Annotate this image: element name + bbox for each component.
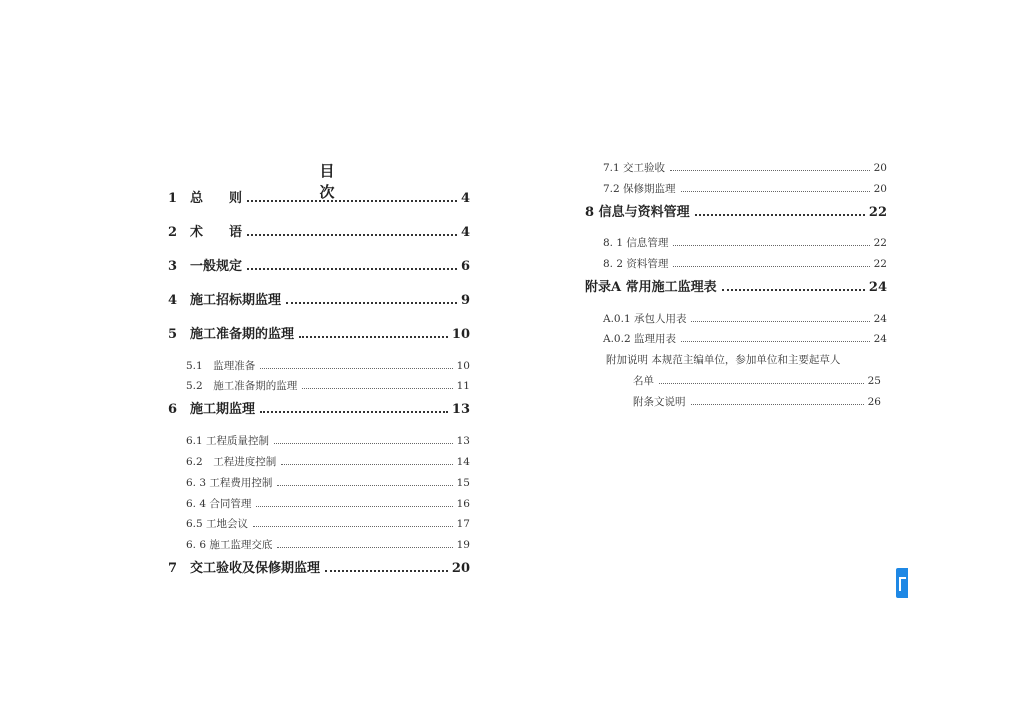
toc-page-number: 20 — [873, 183, 887, 195]
toc-entry-label: 附录A 常用施工监理表 — [585, 280, 717, 295]
toc-entry-6-2[interactable] — [186, 454, 470, 469]
dot-leader — [277, 547, 452, 548]
toc-page-number: 19 — [456, 539, 470, 551]
appendix-note-line: 附加说明 本规范主编单位，参加单位和主要起草人 — [606, 354, 841, 366]
toc-entry-6-4[interactable] — [186, 496, 470, 511]
toc-page-number: 10 — [451, 327, 470, 342]
dot-leader — [670, 170, 870, 171]
dot-leader — [722, 289, 865, 291]
toc-entry-a-0-1[interactable] — [603, 311, 887, 326]
toc-entry-label: 7 交工验收及保修期监理 — [168, 561, 321, 576]
dot-leader — [325, 570, 448, 572]
toc-entry-label: 6.2 工程进度控制 — [186, 456, 277, 468]
toc-page-number: 4 — [460, 225, 470, 240]
toc-entry-label: 5 施工准备期的监理 — [168, 327, 295, 342]
expand-icon — [899, 577, 906, 591]
toc-entry-appendix-a[interactable] — [585, 276, 887, 295]
toc-entry-commentary[interactable] — [633, 394, 881, 409]
toc-entry-7[interactable] — [168, 557, 470, 576]
toc-title: 目 次 — [319, 162, 362, 201]
toc-page-number: 26 — [867, 396, 881, 408]
toc-entry-5[interactable] — [168, 323, 470, 342]
toc-entry-8-2[interactable] — [603, 256, 887, 271]
dot-leader — [260, 411, 448, 413]
toc-entry-6[interactable] — [168, 398, 470, 417]
dot-leader — [659, 383, 864, 384]
dot-leader — [247, 268, 457, 270]
dot-leader — [673, 245, 869, 246]
dot-leader — [673, 266, 869, 267]
toc-entry-label: 6. 3 工程费用控制 — [186, 477, 273, 489]
toc-page-number: 13 — [456, 435, 470, 447]
toc-page-number: 24 — [873, 333, 887, 345]
toc-entry-label: 6 施工期监理 — [168, 402, 256, 417]
dot-leader — [691, 321, 869, 322]
toc-page-number: 4 — [460, 191, 470, 206]
toc-entry-label: 7.1 交工验收 — [603, 162, 666, 174]
toc-entry-label: 8. 1 信息管理 — [603, 237, 669, 249]
toc-page-number: 10 — [456, 360, 470, 372]
dot-leader — [681, 341, 870, 342]
toc-entry-8[interactable] — [585, 201, 887, 220]
toc-page-number: 13 — [451, 402, 470, 417]
toc-entry-6-6[interactable] — [186, 537, 470, 552]
dot-leader — [274, 443, 453, 444]
dot-leader — [260, 368, 452, 369]
toc-entry-label: 8. 2 资料管理 — [603, 258, 669, 270]
toc-page-number: 6 — [460, 259, 470, 274]
toc-page-number: 17 — [456, 518, 470, 530]
toc-page-number: 14 — [456, 456, 470, 468]
toc-entry-label: 6.1 工程质量控制 — [186, 435, 270, 447]
toc-entry-1[interactable] — [168, 187, 470, 206]
toc-entry-name-list[interactable] — [633, 373, 881, 388]
toc-page-number: 15 — [456, 477, 470, 489]
toc-page-number: 16 — [456, 498, 470, 510]
toc-entry-label: 6.5 工地会议 — [186, 518, 249, 530]
toc-page-number: 24 — [873, 313, 887, 325]
toc-page-number: 24 — [868, 280, 887, 295]
toc-entry-label: 1 总 则 — [168, 191, 243, 206]
toc-entry-label: 名单 — [633, 375, 654, 387]
toc-entry-8-1[interactable] — [603, 235, 887, 250]
toc-entry-label: 5.2 施工准备期的监理 — [186, 380, 298, 392]
toc-entry-label: A.0.2 监理用表 — [603, 333, 676, 345]
dot-leader — [247, 234, 457, 236]
toc-entry-label: 8 信息与资料管理 — [585, 205, 690, 220]
dot-leader — [277, 485, 452, 486]
dot-leader — [681, 191, 870, 192]
dot-leader — [247, 200, 457, 202]
toc-entry-2[interactable] — [168, 221, 470, 240]
toc-entry-4[interactable] — [168, 289, 470, 308]
toc-page-number: 9 — [460, 293, 470, 308]
side-tab-button[interactable] — [896, 568, 908, 598]
toc-page-number: 20 — [451, 561, 470, 576]
toc-entry-label: 6. 6 施工监理交底 — [186, 539, 273, 551]
toc-entry-label: 6. 4 合同管理 — [186, 498, 252, 510]
dot-leader — [253, 526, 453, 527]
toc-entry-label: 5.1 监理准备 — [186, 360, 256, 372]
toc-entry-label: 3 一般规定 — [168, 259, 243, 274]
dot-leader — [299, 336, 448, 338]
dot-leader — [281, 464, 452, 465]
dot-leader — [691, 404, 864, 405]
toc-entry-5-2[interactable] — [186, 378, 470, 393]
toc-page-number: 25 — [867, 375, 881, 387]
toc-entry-a-0-2[interactable] — [603, 331, 887, 346]
toc-entry-label: 4 施工招标期监理 — [168, 293, 282, 308]
dot-leader — [302, 388, 452, 389]
toc-entry-label: A.0.1 承包人用表 — [603, 313, 687, 325]
toc-entry-5-1[interactable] — [186, 358, 470, 373]
toc-entry-label: 7.2 保修期监理 — [603, 183, 676, 195]
toc-entry-7-1[interactable] — [603, 160, 887, 175]
toc-entry-label: 附条文说明 — [633, 396, 686, 408]
dot-leader — [286, 302, 457, 304]
toc-entry-6-3[interactable] — [186, 475, 470, 490]
toc-page-number: 22 — [873, 258, 887, 270]
toc-entry-3[interactable] — [168, 255, 470, 274]
toc-entry-6-1[interactable] — [186, 433, 470, 448]
dot-leader — [695, 214, 865, 216]
toc-page-number: 11 — [456, 380, 470, 392]
toc-entry-label: 2 术 语 — [168, 225, 243, 240]
toc-page-number: 22 — [873, 237, 887, 249]
toc-entry-7-2[interactable] — [603, 181, 887, 196]
toc-page-number: 20 — [873, 162, 887, 174]
dot-leader — [256, 506, 452, 507]
toc-entry-6-5[interactable] — [186, 516, 470, 531]
toc-page-number: 22 — [868, 205, 887, 220]
